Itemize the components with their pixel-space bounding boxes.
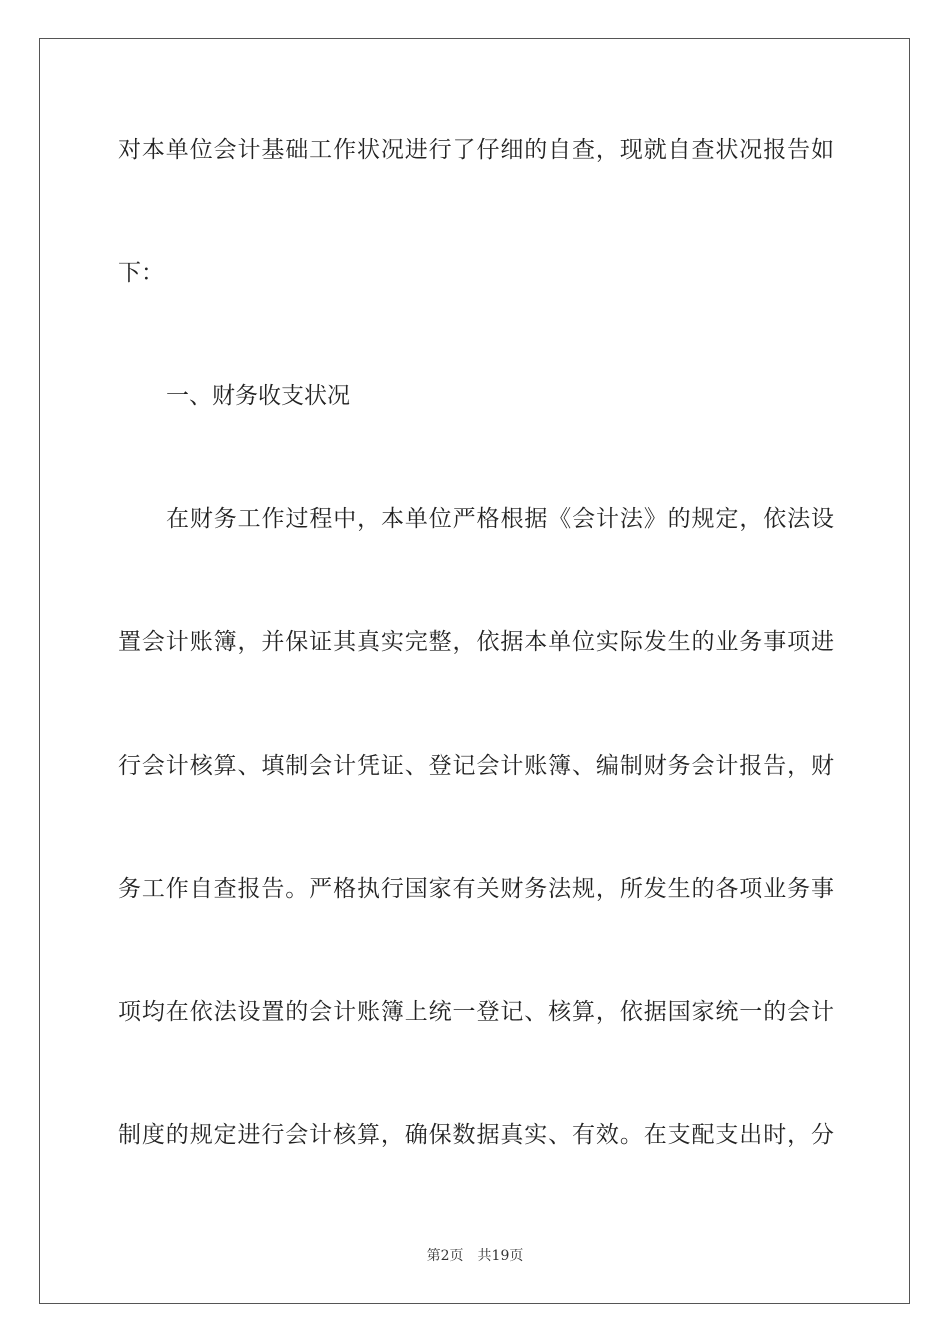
body-text-line-5: 行会计核算、填制会计凭证、登记会计账簿、编制财务会计报告，财 (118, 753, 834, 779)
page-total: 共19页 (477, 1248, 524, 1264)
page-footer (0, 1246, 950, 1266)
body-text-line-6: 务工作自查报告。严格执行国家有关财务法规，所发生的各项业务事 (118, 876, 834, 902)
section-heading: 一、财务收支状况 (166, 383, 350, 409)
body-text-line-2: 下： (118, 260, 164, 286)
body-text-line-7: 项均在依法设置的会计账簿上统一登记、核算，依据国家统一的会计 (118, 999, 834, 1025)
body-text-line-1: 对本单位会计基础工作状况进行了仔细的自查，现就自查状况报告如 (118, 137, 834, 163)
body-text-line-8: 制度的规定进行会计核算，确保数据真实、有效。在支配支出时，分 (118, 1122, 834, 1148)
page-number: 第2页 (426, 1248, 464, 1264)
body-text-line-3: 在财务工作过程中，本单位严格根据《会计法》的规定，依法设 (166, 506, 834, 532)
body-text-line-4: 置会计账簿，并保证其真实完整，依据本单位实际发生的业务事项进 (118, 629, 834, 655)
